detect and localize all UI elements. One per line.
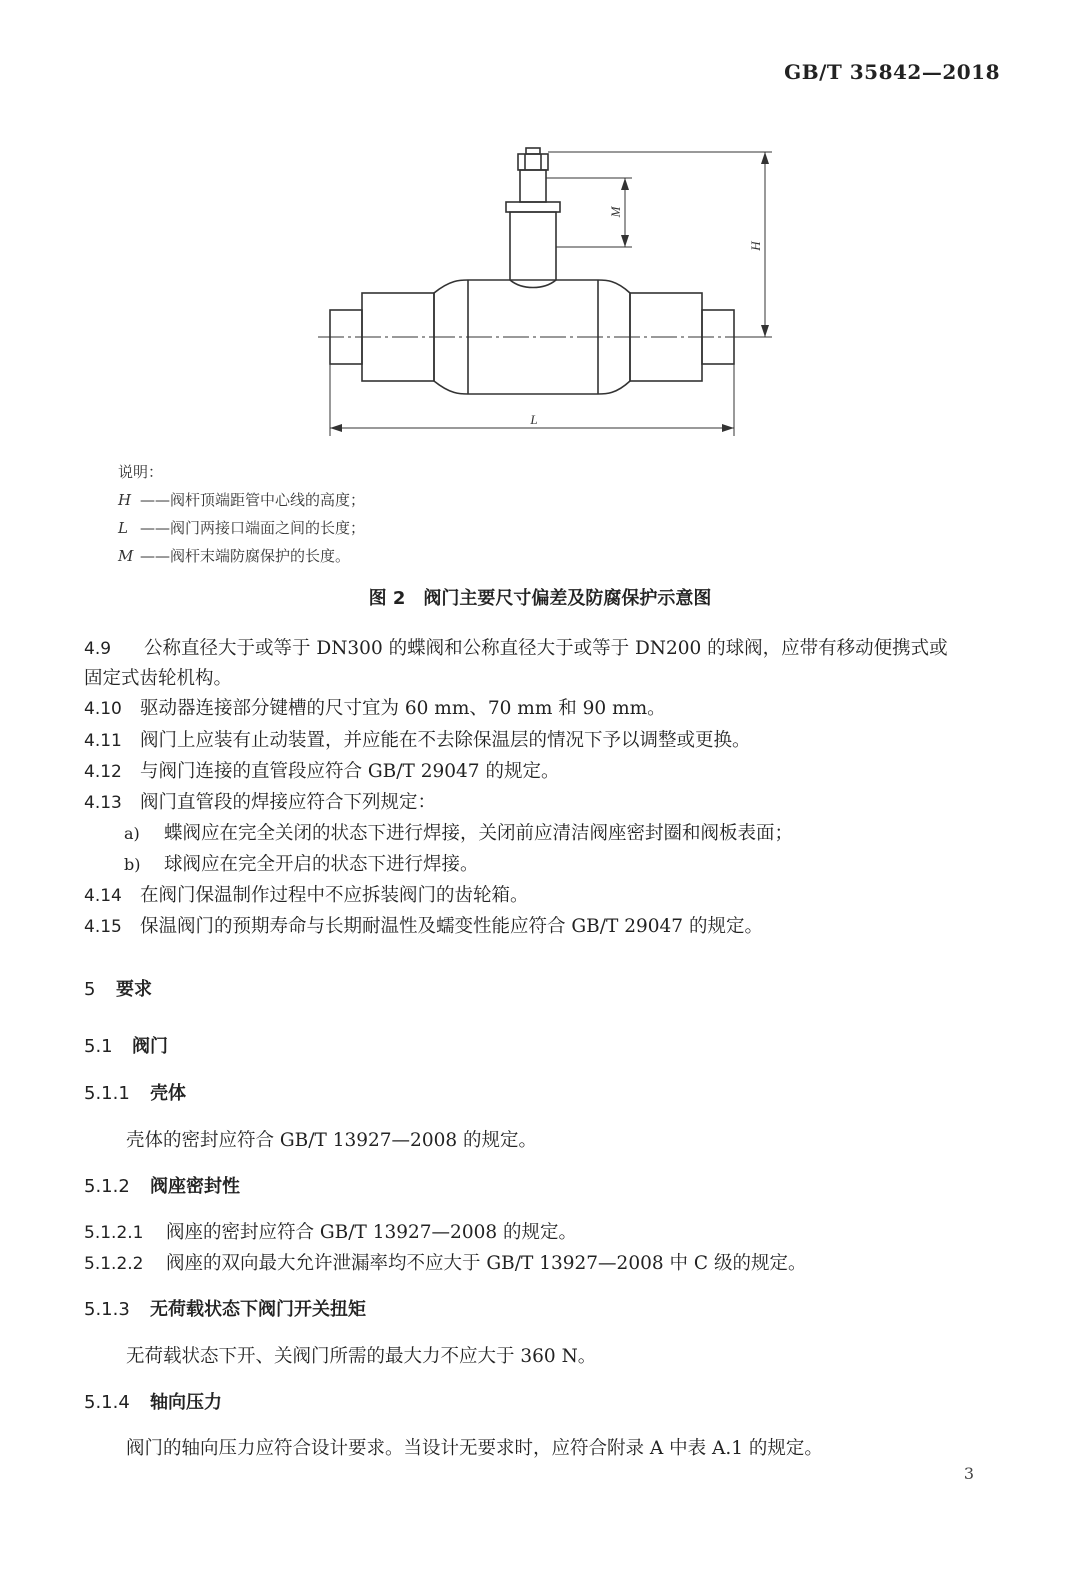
clause-4-13 (84, 788, 436, 814)
clause-4-14 (84, 881, 529, 907)
clause-5-1-2-2 (84, 1249, 806, 1275)
legend-title: 说明： (118, 463, 164, 481)
clause-number: 4.12 (84, 762, 122, 782)
paragraph-5-1-3: 无荷载状态下开、关阀门所需的最大力不应大于 360 N。 (126, 1346, 597, 1367)
clause-4-15 (84, 912, 763, 938)
heading-title: 阀座密封性 (150, 1176, 240, 1197)
clause-number: 5.1.2.2 (84, 1254, 144, 1274)
label-l: L (530, 412, 538, 427)
label-m: M (608, 206, 623, 218)
heading-title: 无荷载状态下阀门开关扭矩 (150, 1299, 366, 1320)
item-label: b) (124, 855, 141, 874)
clause-number: 4.15 (84, 917, 122, 937)
heading-title: 要求 (116, 979, 152, 1000)
clause-text: 公称直径大于或等于 DN300 的蝶阀和公称直径大于或等于 DN200 的球阀，应带有移动便携式或 (144, 638, 948, 659)
clause-5-1-2-1 (84, 1218, 577, 1244)
legend-text: ——阀杆末端防腐保护的长度。 (140, 547, 351, 565)
clause-number: 4.11 (84, 731, 122, 751)
heading-title: 阀门 (132, 1036, 168, 1057)
clause-text: 阀门上应装有止动装置，并应能在不去除保温层的情况下予以调整或更换。 (140, 730, 751, 751)
heading-5-1 (84, 1032, 168, 1058)
legend-symbol: M (118, 547, 134, 565)
clause-text: 与阀门连接的直管段应符合 GB/T 29047 的规定。 (140, 761, 560, 782)
clause-number: 5.1.2.1 (84, 1223, 144, 1243)
heading-number: 5 (84, 979, 96, 1000)
legend-text: ——阀门两接口端面之间的长度； (140, 519, 366, 537)
clause-text: 阀座的密封应符合 GB/T 13927—2008 的规定。 (166, 1222, 578, 1243)
paragraph-5-1-4: 阀门的轴向压力应符合设计要求。当设计无要求时，应符合附录 A 中表 A.1 的规定。 (126, 1438, 823, 1459)
item-text: 蝶阀应在完全关闭的状态下进行焊接，关闭前应清洁阀座密封圈和阀板表面； (164, 823, 794, 844)
item-label: a) (124, 824, 140, 843)
legend-text: ——阀杆顶端距管中心线的高度； (140, 491, 366, 509)
label-h: H (748, 241, 763, 251)
clause-4-12 (84, 757, 559, 783)
legend-symbol: H (118, 491, 132, 509)
heading-number: 5.1.4 (84, 1392, 130, 1413)
figure-caption: 图 2 阀门主要尺寸偏差及防腐保护示意图 (368, 588, 712, 609)
standard-number: GB/T 35842—2018 (784, 60, 1000, 84)
heading-title: 轴向压力 (150, 1392, 222, 1413)
clause-4-9 (84, 634, 948, 660)
clause-text: 在阀门保温制作过程中不应拆装阀门的齿轮箱。 (140, 885, 529, 906)
clause-number: 4.13 (84, 793, 122, 813)
clause-4-9-cont (84, 664, 232, 690)
clause-text: 阀座的双向最大允许泄漏率均不应大于 GB/T 13927—2008 中 C 级的规定。 (166, 1253, 807, 1274)
legend-item-l (118, 517, 365, 538)
heading-title: 壳体 (150, 1083, 186, 1104)
clause-number: 4.14 (84, 886, 122, 906)
clause-number: 4.9 (84, 639, 112, 659)
stem-collar (506, 202, 560, 212)
clause-text: 驱动器连接部分键槽的尺寸宜为 60 mm、70 mm 和 90 mm。 (140, 698, 666, 719)
page-number: 3 (963, 1464, 974, 1483)
list-item-a (124, 819, 793, 845)
clause-text: 固定式齿轮机构。 (84, 668, 233, 689)
heading-number: 5.1.1 (84, 1083, 130, 1104)
valve-drawing (300, 140, 800, 450)
clause-text: 保温阀门的预期寿命与长期耐温性及蠕变性能应符合 GB/T 29047 的规定。 (140, 916, 763, 937)
heading-5 (84, 975, 152, 1001)
heading-5-1-3 (84, 1295, 366, 1321)
item-text: 球阀应在完全开启的状态下进行焊接。 (164, 854, 479, 875)
clause-number: 4.10 (84, 699, 122, 719)
clause-4-11 (84, 726, 751, 752)
heading-5-1-1 (84, 1079, 186, 1105)
paragraph-5-1-1: 壳体的密封应符合 GB/T 13927—2008 的规定。 (126, 1130, 538, 1151)
stem-nut (518, 154, 548, 170)
stem-upper (520, 170, 546, 202)
heading-5-1-4 (84, 1388, 222, 1414)
heading-number: 5.1.3 (84, 1299, 130, 1320)
heading-number: 5.1 (84, 1036, 113, 1057)
legend-item-h (118, 489, 365, 510)
clause-text: 阀门直管段的焊接应符合下列规定： (140, 792, 437, 813)
legend-symbol: L (118, 519, 128, 537)
heading-5-1-2 (84, 1172, 240, 1198)
heading-number: 5.1.2 (84, 1176, 130, 1197)
valve-diagram (300, 140, 800, 450)
legend-item-m (118, 545, 350, 566)
list-item-b (124, 850, 479, 876)
clause-4-10 (84, 694, 666, 720)
stem-column (510, 212, 556, 280)
